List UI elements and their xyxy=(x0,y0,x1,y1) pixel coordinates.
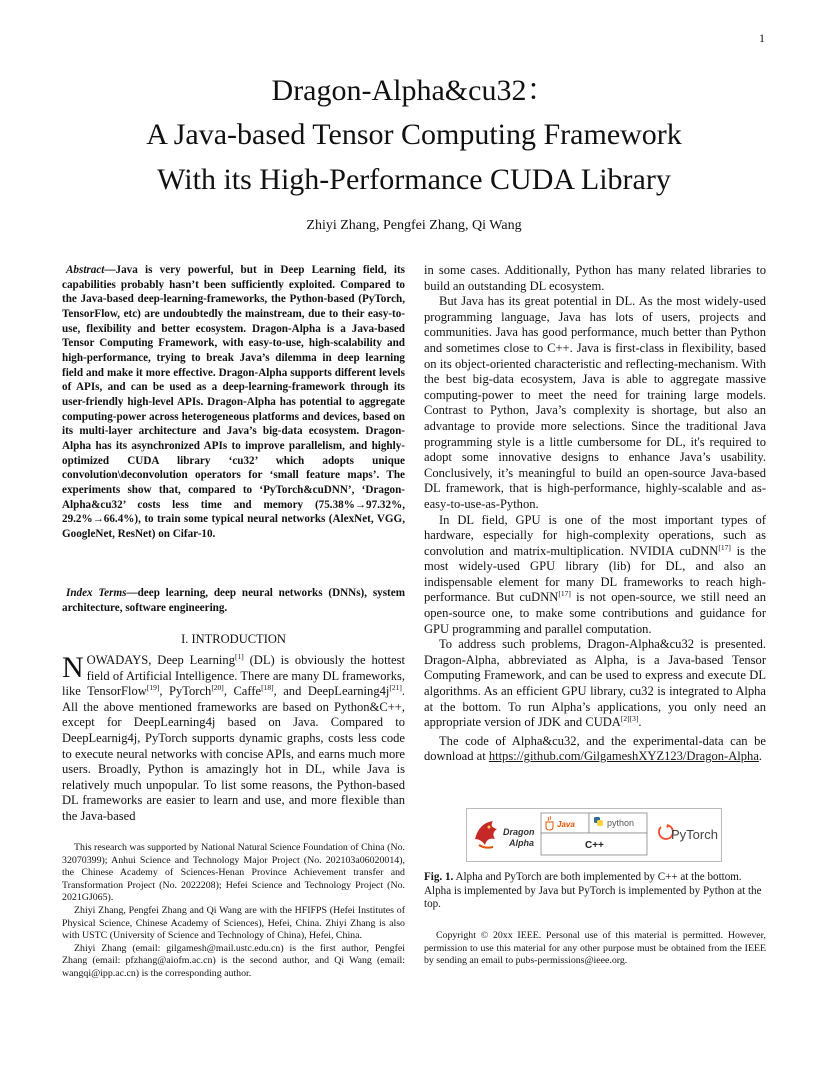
citation: [17] xyxy=(558,589,571,599)
footnote-emails: Zhiyi Zhang (email: gilgamesh@mail.ustc.edu.cn) is the first author, Pengfei Zhang (email: pfzhang@aiofm.ac.cn) is the second author, and Qi Wang (email: wangqi@ipp.ac.cn) is the corresponding author. xyxy=(62,942,405,979)
intro-paragraph-5 xyxy=(424,734,766,765)
intro-paragraph-1-cont: in some cases. Additionally, Python has many related libraries to build an outstanding DL ecosystem. xyxy=(424,263,766,293)
abstract xyxy=(62,263,405,541)
intro-text: , PyTorch xyxy=(159,684,212,699)
abstract-dash: — xyxy=(104,264,116,276)
drop-cap: N xyxy=(62,651,84,684)
index-terms-label: Index Terms xyxy=(66,587,127,599)
intro-text: is the most widely-used GPU library (lib) for DL, and also an indispensable element for many DL frameworks to reach high-performance. But cuDNN xyxy=(424,543,766,605)
figure-1-diagram xyxy=(467,809,721,861)
introduction-right xyxy=(424,263,766,765)
author-list: Zhiyi Zhang, Pengfei Zhang, Qi Wang xyxy=(306,218,522,233)
github-link[interactable]: https://github.com/GilgameshXYZ123/Dragon-Alpha xyxy=(488,749,759,764)
intro-text: The code of Alpha&cu32, and the experimental-data can be download at xyxy=(424,733,766,764)
footnote-funding: This research was supported by National Natural Science Foundation of China (No. 32070399); Anhui Science and Technology Major Project (No. 202103a06020014), the Chinese Academy of Sciences-Henan Province Achievement transfer and Transformation Project (No. 2022208); Hefei Science and Technology Project (No. 2021GJ065). xyxy=(62,842,405,904)
footnotes xyxy=(62,842,405,981)
intro-text: . xyxy=(638,715,642,730)
pytorch-label: PyTorch xyxy=(671,827,718,842)
paper-title-line-1: Dragon-Alpha&cu32： xyxy=(271,74,557,107)
intro-paragraph-1 xyxy=(62,653,405,825)
intro-text: . xyxy=(758,749,763,764)
citation: [21] xyxy=(389,683,402,693)
caption-label: Fig. 1. xyxy=(424,871,454,883)
section-heading-introduction: I. INTRODUCTION xyxy=(181,632,286,646)
introduction-left xyxy=(62,653,405,825)
figure-1-caption xyxy=(424,871,766,912)
index-terms xyxy=(62,586,405,615)
abstract-label: Abstract xyxy=(66,264,105,276)
cpp-label: C++ xyxy=(585,840,604,851)
intro-text: . All the above mentioned frameworks are based on Python&C++, except for DeepLearning4j based on Java. Compared to DeepLearnig4j, PyTorch supports dynamic graphs, costs less code to execute neural networks with concise APIs, and earns much more users. Broadly, Python is amazingly hot in DL, while Java is relatively much unpopular. To list some reasons, the Python-based DL frameworks are easier to learn and use, and more flexible than the Java-based xyxy=(62,684,405,823)
intro-text: (DL) is obviously the hottest field of Artificial Intelligence. There are many DL frameworks, like TensorFlow xyxy=(62,653,405,699)
citation: [18] xyxy=(261,683,274,693)
index-terms-text: deep learning, deep neural networks (DNNs), system architecture, software engineering. xyxy=(62,587,405,614)
dragon-logo-icon xyxy=(475,821,497,848)
copyright-notice: Copyright © 20xx IEEE. Personal use of this material is permitted. However, permission to use this material for any other purpose must be obtained from the IEEE by sending an email to pubs-permissions@ieee.org. xyxy=(424,930,766,966)
citation: [2][3] xyxy=(620,714,639,724)
intro-text: is not open-source, we still need an open-source one, to make some contributions and guidance for GPU programming and parallel computation. xyxy=(424,590,766,636)
logo-dragon-text: Dragon xyxy=(503,827,535,837)
citation: [1] xyxy=(234,651,244,661)
intro-text: , and DeepLearning4j xyxy=(273,684,390,699)
intro-text: OWADAYS, Deep Learning xyxy=(86,653,235,667)
paper-title-line-3: With its High-Performance CUDA Library xyxy=(157,163,671,196)
index-terms-dash: — xyxy=(126,587,138,599)
paper-title-line-2: A Java-based Tensor Computing Framework xyxy=(146,118,682,151)
page-number: 1 xyxy=(759,31,765,45)
intro-text: To address such problems, Dragon-Alpha&cu32 is presented. Dragon-Alpha, abbreviated as Alpha, is a Java-based Tensor Computing Framework, and can be used to express and execute DL algorithms. As an efficient GPU library, cu32 is integrated to Alpha at the bottom. To run Alpha’s applications, you only need an appropriate version of JDK and CUDA xyxy=(424,637,766,730)
citation: [19] xyxy=(146,683,160,693)
abstract-text: Java is very powerful, but in Deep Learning field, its capabilities probably hasn’t been sufficiently exploited. Compared to the Java-based deep-learning-frameworks, the Python-based (PyTorch, TensorFlow, etc) are undoubtedly the mainstream, due to their easy-to-use, flexibility and better ecosystem. Dragon-Alpha is a Java-based Tensor Computing Framework, with easy-to-use, high-scalability and high-performance, trying to break Java’s dilemma in deep learning field and make it more effective. Dragon-Alpha supports different levels of APIs, and can be used as a deep-learning-framework through its user-friendly high-level APIs. Dragon-Alpha has potential to aggregate computing-power across heterogeneous platforms and devices, based on its multi-layer architecture and Java’s big-data ecosystem. Dragon-Alpha has its asynchronized APIs to improve parallelism, and highly-optimized CUDA library ‘cu32’ which adopts unique convolution\deconvolution operators for ‘small feature maps’. The experiments show that, compared to ‘PyTorch&cuDNN’, ‘Dragon-Alpha&cu32’ costs less time and memory (75.38%→97.32%, 29.2%→66.4%), to train some typical neural networks (AlexNet, VGG, GoogleNet, ResNet) on Cifar-10. xyxy=(62,264,405,540)
intro-text: In DL field, GPU is one of the most important types of hardware, especially for high-complexity operations, such as convolution and matrix-multiplication. NVIDIA cuDNN xyxy=(424,512,766,558)
citation: [20] xyxy=(211,683,224,693)
intro-paragraph-3 xyxy=(424,513,766,638)
intro-paragraph-2: But Java has its great potential in DL. As the most widely-used programming language, Java has lots of users, projects and communities. Java has good performance, much better than Python and sometimes close to C++. Java is first-class in flexibility, based on its object-oriented characteristic and reflecting-mechanism. With the best big-data ecosystem, Java is able to aggregate massive computing-power to meet the need for training large models. Contrast to Python, Java’s complexity is shortage, but also an advantage to provide more selections. Since the traditional Java programming style is a little cumbersome for DL, it's required to adopt some innovative designs to enhance Java’s usability. Conclusively, it’s meaningful to build an open-source Java-based DL framework, that is high-performance, highly-scalable and as-easy-to-use-as-Python. xyxy=(424,294,766,511)
caption-text: Alpha and PyTorch are both implemented by C++ at the bottom. Alpha is implemented by Java but PyTorch is implemented by Python at the top. xyxy=(424,871,762,911)
logo-alpha-text: Alpha xyxy=(509,838,535,848)
java-label: Java xyxy=(557,820,575,829)
citation: [17] xyxy=(718,542,731,552)
python-label: python xyxy=(607,818,635,828)
figure-1 xyxy=(466,808,722,862)
footnote-affiliation: Zhiyi Zhang, Pengfei Zhang and Qi Wang are with the HFIFPS (Hefei Institutes of Physical Science, Chinese Academy of Sciences), Hefei, China. Zhiyi Zhang is also with USTC (University of Science and Technology of China), Hefei, China. xyxy=(62,904,405,942)
intro-text: , Caffe xyxy=(223,684,262,699)
intro-paragraph-4 xyxy=(424,637,766,731)
